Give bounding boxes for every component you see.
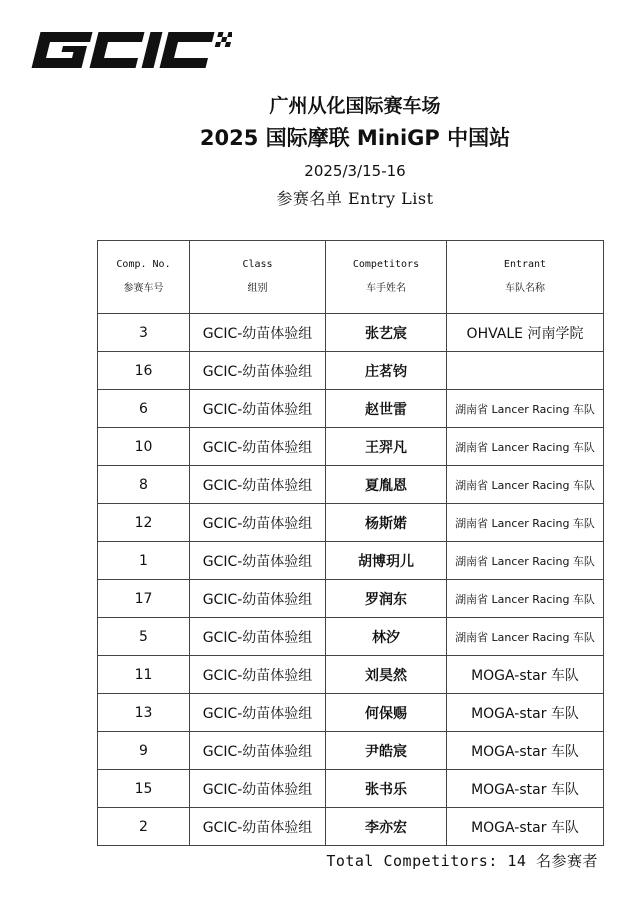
entrant-cell: MOGA-star 车队	[447, 770, 604, 808]
class-cell: GCIC-幼苗体验组	[190, 808, 326, 846]
header-entrant-zh: 车队名称	[505, 283, 545, 294]
header-competitors-zh: 车手姓名	[366, 283, 406, 294]
header-comp-no-en: Comp. No.	[116, 259, 171, 270]
comp-no-cell: 9	[98, 732, 190, 770]
comp-no-cell: 15	[98, 770, 190, 808]
event-date: 2025/3/15-16	[304, 162, 406, 180]
comp-no-cell: 10	[98, 428, 190, 466]
entrant-cell: 湖南省 Lancer Racing 车队	[447, 428, 604, 466]
entrant-cell: 湖南省 Lancer Racing 车队	[447, 466, 604, 504]
table-row	[98, 656, 604, 694]
gcic-logo-graphic	[24, 26, 232, 74]
total-competitors: Total Competitors: 14 名参赛者	[326, 852, 598, 870]
entrant-cell	[447, 352, 604, 390]
entrant-cell: MOGA-star 车队	[447, 808, 604, 846]
header-class	[190, 241, 326, 314]
entrant-cell: 湖南省 Lancer Racing 车队	[447, 580, 604, 618]
class-cell: GCIC-幼苗体验组	[190, 618, 326, 656]
comp-no-cell: 8	[98, 466, 190, 504]
header-class-en: Class	[242, 259, 273, 270]
competitor-cell: 赵世雷	[326, 390, 447, 428]
class-cell: GCIC-幼苗体验组	[190, 694, 326, 732]
header-competitors	[326, 241, 447, 314]
class-cell: GCIC-幼苗体验组	[190, 656, 326, 694]
venue-title: 广州从化国际赛车场	[269, 95, 441, 117]
table-row	[98, 428, 604, 466]
competitor-cell: 李亦宏	[326, 808, 447, 846]
table-row	[98, 314, 604, 352]
competitor-cell: 夏胤恩	[326, 466, 447, 504]
header-entrant-en: Entrant	[503, 259, 547, 270]
competitor-cell: 胡博玥儿	[326, 542, 447, 580]
gcic-logo	[24, 26, 232, 74]
table-row	[98, 542, 604, 580]
competitor-cell: 刘昊然	[326, 656, 447, 694]
class-cell: GCIC-幼苗体验组	[190, 732, 326, 770]
table-row	[98, 770, 604, 808]
document-header	[0, 94, 640, 210]
entrant-cell: 湖南省 Lancer Racing 车队	[447, 504, 604, 542]
class-cell: GCIC-幼苗体验组	[190, 352, 326, 390]
class-cell: GCIC-幼苗体验组	[190, 390, 326, 428]
comp-no-cell: 6	[98, 390, 190, 428]
competitor-cell: 庄茗钧	[326, 352, 447, 390]
comp-no-cell: 16	[98, 352, 190, 390]
comp-no-cell: 3	[98, 314, 190, 352]
comp-no-cell: 11	[98, 656, 190, 694]
entrant-cell: 湖南省 Lancer Racing 车队	[447, 542, 604, 580]
table-row	[98, 808, 604, 846]
competitor-cell: 张书乐	[326, 770, 447, 808]
class-cell: GCIC-幼苗体验组	[190, 504, 326, 542]
event-title: 2025 国际摩联 MiniGP 中国站	[199, 126, 511, 150]
comp-no-cell: 2	[98, 808, 190, 846]
table-row	[98, 732, 604, 770]
competitor-cell: 张艺宸	[326, 314, 447, 352]
comp-no-cell: 1	[98, 542, 190, 580]
competitor-cell: 尹皓宸	[326, 732, 447, 770]
competitor-cell: 杨斯婼	[326, 504, 447, 542]
entrant-cell: MOGA-star 车队	[447, 694, 604, 732]
competitor-cell: 林汐	[326, 618, 447, 656]
class-cell: GCIC-幼苗体验组	[190, 580, 326, 618]
competitor-cell: 罗润东	[326, 580, 447, 618]
table-row	[98, 466, 604, 504]
class-cell: GCIC-幼苗体验组	[190, 770, 326, 808]
class-cell: GCIC-幼苗体验组	[190, 466, 326, 504]
header-class-zh: 组别	[247, 283, 268, 294]
entrant-cell: 湖南省 Lancer Racing 车队	[447, 390, 604, 428]
comp-no-cell: 12	[98, 504, 190, 542]
entrant-cell: OHVALE 河南学院	[447, 314, 604, 352]
comp-no-cell: 13	[98, 694, 190, 732]
entrant-cell: 湖南省 Lancer Racing 车队	[447, 618, 604, 656]
class-cell: GCIC-幼苗体验组	[190, 314, 326, 352]
entry-list-table	[97, 240, 604, 846]
competitor-cell: 何保赐	[326, 694, 447, 732]
comp-no-cell: 5	[98, 618, 190, 656]
class-cell: GCIC-幼苗体验组	[190, 542, 326, 580]
table-row	[98, 352, 604, 390]
table-row	[98, 580, 604, 618]
table-row	[98, 694, 604, 732]
table-header-row	[98, 241, 604, 314]
entry-list-title: 参赛名单 Entry List	[276, 189, 434, 208]
table-row	[98, 618, 604, 656]
header-competitors-en: Competitors	[352, 259, 420, 270]
header-comp-no	[98, 241, 190, 314]
header-comp-no-zh: 参赛车号	[123, 283, 164, 294]
table-row	[98, 390, 604, 428]
class-cell: GCIC-幼苗体验组	[190, 428, 326, 466]
entrant-cell: MOGA-star 车队	[447, 732, 604, 770]
comp-no-cell: 17	[98, 580, 190, 618]
table-row	[98, 504, 604, 542]
entrant-cell: MOGA-star 车队	[447, 656, 604, 694]
competitor-cell: 王羿凡	[326, 428, 447, 466]
header-entrant	[447, 241, 604, 314]
